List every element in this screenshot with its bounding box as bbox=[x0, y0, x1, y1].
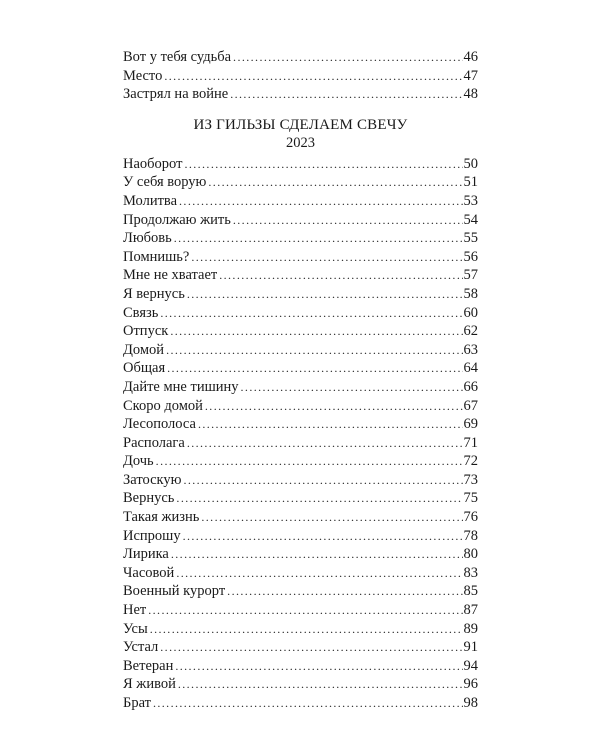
toc-entry bbox=[123, 359, 478, 378]
toc-entry-page-number: 69 bbox=[463, 416, 478, 433]
toc-entry-page-number: 63 bbox=[463, 341, 478, 358]
toc-entry-title: Ветеран bbox=[123, 657, 174, 674]
toc-entry-title: Я вернусь bbox=[123, 285, 185, 302]
table-of-contents-page bbox=[123, 48, 478, 713]
toc-entry bbox=[123, 397, 478, 416]
toc-entry-page-number: 75 bbox=[463, 490, 478, 507]
toc-entry-page-number: 46 bbox=[463, 49, 478, 65]
toc-entry-title: Наоборот bbox=[123, 155, 183, 172]
toc-entry-page-number: 51 bbox=[463, 174, 478, 191]
dot-leader bbox=[156, 452, 463, 471]
dot-leader bbox=[183, 471, 462, 490]
dot-leader bbox=[150, 620, 463, 639]
toc-entry bbox=[123, 527, 478, 546]
toc-entry-page-number: 64 bbox=[463, 360, 478, 377]
dot-leader bbox=[233, 48, 462, 67]
dot-leader bbox=[183, 527, 463, 546]
toc-entry-title: Застрял на войне bbox=[123, 86, 229, 103]
toc-entry bbox=[123, 67, 478, 86]
toc-entry-page-number: 57 bbox=[463, 267, 478, 284]
toc-entry-page-number: 85 bbox=[463, 583, 478, 600]
toc-entry-page-number: 73 bbox=[463, 471, 478, 488]
toc-top-list bbox=[123, 48, 478, 104]
toc-entry-title: Скоро домой bbox=[123, 397, 203, 414]
toc-entry bbox=[123, 304, 478, 323]
dot-leader bbox=[170, 322, 462, 341]
toc-entry-page-number: 55 bbox=[463, 230, 478, 247]
dot-leader bbox=[160, 304, 462, 323]
toc-entry bbox=[123, 85, 478, 104]
toc-entry-title: Мне не хватает bbox=[123, 267, 218, 284]
dot-leader bbox=[227, 582, 462, 601]
toc-entry-title: Вернусь bbox=[123, 490, 175, 507]
toc-entry-title: Нет bbox=[123, 602, 147, 619]
section-year: 2023 bbox=[286, 134, 315, 151]
toc-entry bbox=[123, 564, 478, 583]
toc-entry-page-number: 54 bbox=[463, 211, 478, 228]
toc-entry-page-number: 91 bbox=[463, 639, 478, 656]
toc-entry-title: Молитва bbox=[123, 192, 178, 209]
toc-entry bbox=[123, 211, 478, 230]
dot-leader bbox=[205, 397, 463, 416]
toc-entry bbox=[123, 508, 478, 527]
toc-entry-title: У себя ворую bbox=[123, 174, 207, 191]
toc-entry bbox=[123, 582, 478, 601]
toc-entry bbox=[123, 675, 478, 694]
toc-entry-title: Я живой bbox=[123, 676, 176, 693]
toc-entry bbox=[123, 229, 478, 248]
toc-entry-page-number: 48 bbox=[463, 86, 478, 103]
toc-entry bbox=[123, 248, 478, 267]
dot-leader bbox=[233, 211, 463, 230]
toc-entry-page-number: 50 bbox=[463, 155, 478, 172]
dot-leader bbox=[166, 341, 462, 360]
toc-entry bbox=[123, 434, 478, 453]
toc-entry-title: Домой bbox=[123, 341, 165, 358]
toc-entry-page-number: 71 bbox=[463, 434, 478, 451]
dot-leader bbox=[175, 657, 462, 676]
toc-entry-page-number: 72 bbox=[463, 453, 478, 470]
toc-entry-title: Вот у тебя судьба bbox=[123, 49, 232, 65]
toc-entry-title: Усы bbox=[123, 620, 148, 637]
toc-main-list bbox=[123, 155, 478, 713]
toc-entry-title: Дайте мне тишину bbox=[123, 378, 239, 395]
toc-entry-title: Военный курорт bbox=[123, 583, 226, 600]
dot-leader bbox=[187, 434, 463, 453]
toc-entry-title: Любовь bbox=[123, 230, 172, 247]
dot-leader bbox=[191, 248, 462, 267]
dot-leader bbox=[219, 266, 462, 285]
toc-entry-title: Помнишь? bbox=[123, 248, 190, 265]
toc-entry bbox=[123, 322, 478, 341]
toc-entry-page-number: 56 bbox=[463, 248, 478, 265]
toc-entry-title: Лесополоса bbox=[123, 416, 196, 433]
toc-entry bbox=[123, 341, 478, 360]
dot-leader bbox=[241, 378, 463, 397]
toc-entry-page-number: 62 bbox=[463, 323, 478, 340]
toc-entry-page-number: 83 bbox=[463, 564, 478, 581]
toc-entry bbox=[123, 285, 478, 304]
toc-entry bbox=[123, 378, 478, 397]
toc-entry bbox=[123, 192, 478, 211]
toc-entry-page-number: 96 bbox=[463, 676, 478, 693]
toc-entry-page-number: 98 bbox=[463, 695, 478, 711]
dot-leader bbox=[176, 564, 462, 583]
toc-entry bbox=[123, 471, 478, 490]
dot-leader bbox=[153, 694, 463, 713]
toc-entry bbox=[123, 266, 478, 285]
toc-entry bbox=[123, 452, 478, 471]
toc-entry bbox=[123, 155, 478, 174]
dot-leader bbox=[174, 229, 463, 248]
toc-entry bbox=[123, 415, 478, 434]
dot-leader bbox=[160, 638, 462, 657]
toc-entry-page-number: 66 bbox=[463, 378, 478, 395]
toc-entry bbox=[123, 489, 478, 508]
toc-entry-title: Дочь bbox=[123, 453, 154, 470]
dot-leader bbox=[167, 359, 462, 378]
dot-leader bbox=[171, 545, 463, 564]
toc-entry-title: Часовой bbox=[123, 564, 175, 581]
dot-leader bbox=[148, 601, 462, 620]
dot-leader bbox=[179, 192, 462, 211]
toc-entry-title: Испрошу bbox=[123, 527, 181, 544]
dot-leader bbox=[198, 415, 463, 434]
toc-entry bbox=[123, 620, 478, 639]
toc-entry bbox=[123, 601, 478, 620]
toc-entry-title: Брат bbox=[123, 695, 151, 711]
toc-entry-page-number: 67 bbox=[463, 397, 478, 414]
toc-entry bbox=[123, 545, 478, 564]
toc-entry-page-number: 89 bbox=[463, 620, 478, 637]
dot-leader bbox=[164, 67, 462, 86]
dot-leader bbox=[208, 173, 462, 192]
toc-entry-title: Затоскую bbox=[123, 471, 182, 488]
section-header bbox=[123, 116, 478, 152]
toc-entry-title: Место bbox=[123, 67, 163, 84]
toc-entry bbox=[123, 48, 478, 67]
toc-entry bbox=[123, 638, 478, 657]
toc-entry-title: Лирика bbox=[123, 546, 169, 563]
toc-entry-page-number: 53 bbox=[463, 192, 478, 209]
toc-entry-page-number: 94 bbox=[463, 657, 478, 674]
toc-entry-page-number: 87 bbox=[463, 602, 478, 619]
toc-entry-page-number: 80 bbox=[463, 546, 478, 563]
toc-entry-title: Связь bbox=[123, 304, 159, 321]
toc-entry-page-number: 76 bbox=[463, 509, 478, 526]
toc-entry-title: Отпуск bbox=[123, 323, 169, 340]
toc-entry-title: Располага bbox=[123, 434, 185, 451]
toc-entry-title: Общая bbox=[123, 360, 166, 377]
dot-leader bbox=[201, 508, 462, 527]
toc-entry-page-number: 78 bbox=[463, 527, 478, 544]
toc-entry-title: Такая жизнь bbox=[123, 509, 200, 526]
toc-entry bbox=[123, 657, 478, 676]
toc-entry-page-number: 47 bbox=[463, 67, 478, 84]
dot-leader bbox=[184, 155, 462, 174]
toc-entry-page-number: 60 bbox=[463, 304, 478, 321]
toc-entry-title: Устал bbox=[123, 639, 159, 656]
dot-leader bbox=[178, 675, 463, 694]
section-title: ИЗ ГИЛЬЗЫ СДЕЛАЕМ СВЕЧУ bbox=[193, 116, 408, 133]
toc-entry bbox=[123, 173, 478, 192]
toc-entry-title: Продолжаю жить bbox=[123, 211, 231, 228]
dot-leader bbox=[176, 489, 462, 508]
dot-leader bbox=[187, 285, 463, 304]
toc-entry-page-number: 58 bbox=[463, 285, 478, 302]
toc-entry bbox=[123, 694, 478, 713]
dot-leader bbox=[230, 85, 462, 104]
